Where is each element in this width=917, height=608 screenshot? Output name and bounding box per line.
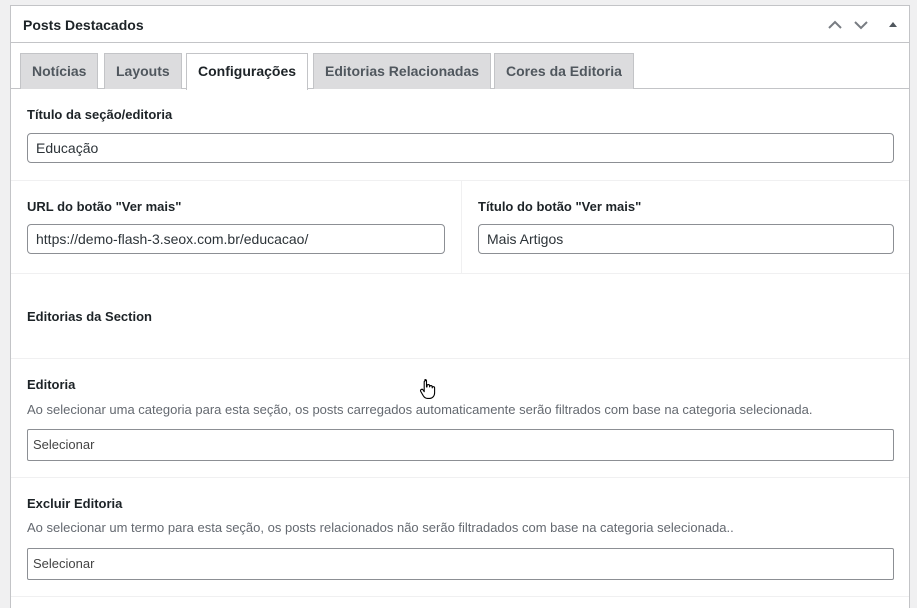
metabox-title: Posts Destacados (23, 17, 144, 33)
tab-editorias-relacionadas[interactable]: Editorias Relacionadas (313, 53, 491, 89)
tab-cores-da-editoria[interactable]: Cores da Editoria (494, 53, 634, 89)
editorias-section-heading: Editorias da Section (27, 309, 152, 324)
chevron-up-icon (826, 16, 844, 34)
excluir-editoria-select[interactable]: Selecionar (27, 548, 894, 580)
editoria-description: Ao selecionar uma categoria para esta seção, os posts carregados automaticamente serão filtrados com base na categoria selecionada. (27, 402, 813, 417)
tabs-bar (11, 43, 909, 89)
toggle-panel-button[interactable] (884, 16, 902, 34)
move-up-button[interactable] (826, 16, 844, 34)
metabox-header (11, 6, 909, 43)
excluir-editoria-label: Excluir Editoria (27, 496, 123, 511)
tab-noticias[interactable]: Notícias (20, 53, 98, 89)
triangle-up-icon (884, 16, 902, 34)
button-url-input[interactable]: https://demo-flash-3.seox.com.br/educacao/ (27, 224, 445, 254)
move-down-button[interactable] (852, 16, 870, 34)
divider (11, 477, 909, 478)
button-title-label: Título do botão "Ver mais" (478, 199, 642, 214)
tab-layouts[interactable]: Layouts (104, 53, 182, 89)
divider (11, 358, 909, 359)
posts-destacados-metabox (10, 5, 910, 608)
section-title-input[interactable]: Educação (27, 133, 894, 163)
divider (11, 273, 909, 274)
section-title-label: Título da seção/editoria (27, 107, 173, 122)
divider (11, 596, 909, 597)
button-title-input[interactable]: Mais Artigos (478, 224, 894, 254)
button-url-label: URL do botão "Ver mais" (27, 199, 182, 214)
hand-pointer-icon (419, 378, 437, 400)
editoria-label: Editoria (27, 377, 76, 392)
divider (11, 180, 909, 181)
excluir-editoria-description: Ao selecionar um termo para esta seção, os posts relacionados não serão filtradados com base na categoria selecionada.. (27, 520, 734, 535)
editoria-select[interactable]: Selecionar (27, 429, 894, 461)
column-divider (461, 180, 462, 273)
tab-configuracoes[interactable]: Configurações (186, 53, 308, 90)
chevron-down-icon (852, 16, 870, 34)
